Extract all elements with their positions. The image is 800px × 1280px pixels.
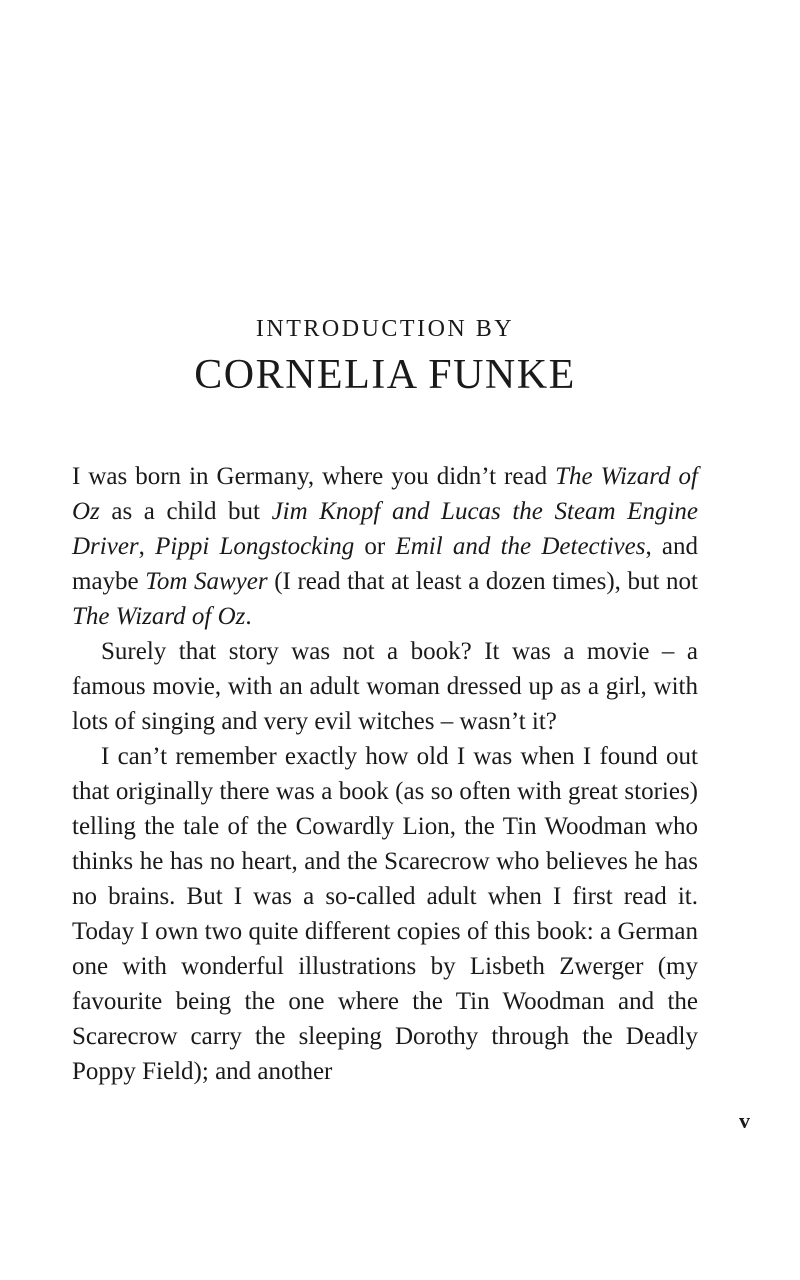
text-segment: , and maybe [72, 533, 699, 595]
text-segment: . [245, 603, 252, 630]
text-segment: , [138, 533, 156, 560]
text-segment: or [354, 533, 396, 560]
page-number: v [739, 1108, 750, 1133]
book-title: Jim Knopf and Lucas the Steam Engine Driver [72, 498, 698, 560]
paragraph-2 [72, 634, 698, 739]
text-segment: I can’t remember exactly how old I was when I found out that originally there was a book (as so often with great stories) telling the tale of the Cowardly Lion, the Tin Woodman who thinks he has no heart, and the Scarecrow who believes he has no brains. But I was a so-called adult when I first read it. Today I own two quite different copies of this book: a German one with wonderful illustrations by Lisbeth Zwerger (my favourite being the one where the Tin Woodman and the Scarecrow carry the sleeping Dorothy through the Deadly Poppy Field); and another [72, 743, 698, 1085]
paragraph-1 [72, 459, 698, 634]
text-segment: I was born in Germany, where you didn’t read [72, 463, 556, 490]
book-title: Emil and the Detectives [395, 533, 646, 560]
body-text [72, 459, 698, 1089]
book-title: The Wizard of Oz [72, 463, 698, 525]
heading-introduction-by: INTRODUCTION BY [255, 316, 515, 342]
text-segment: as a child but [99, 498, 272, 525]
book-title: The Wizard of Oz [72, 603, 246, 630]
text-segment: (I read that at least a dozen times), but not [267, 568, 699, 595]
book-title: Tom Sawyer [145, 568, 268, 595]
heading-author-name: CORNELIA FUNKE [194, 352, 576, 398]
text-segment: Surely that story was not a book? It was a movie – a famous movie, with an adult woman dressed up as a girl, with lots of singing and very evil witches – wasn’t it? [72, 638, 698, 735]
book-title: Pippi Longstocking [155, 533, 355, 560]
paragraph-3 [72, 739, 698, 1089]
